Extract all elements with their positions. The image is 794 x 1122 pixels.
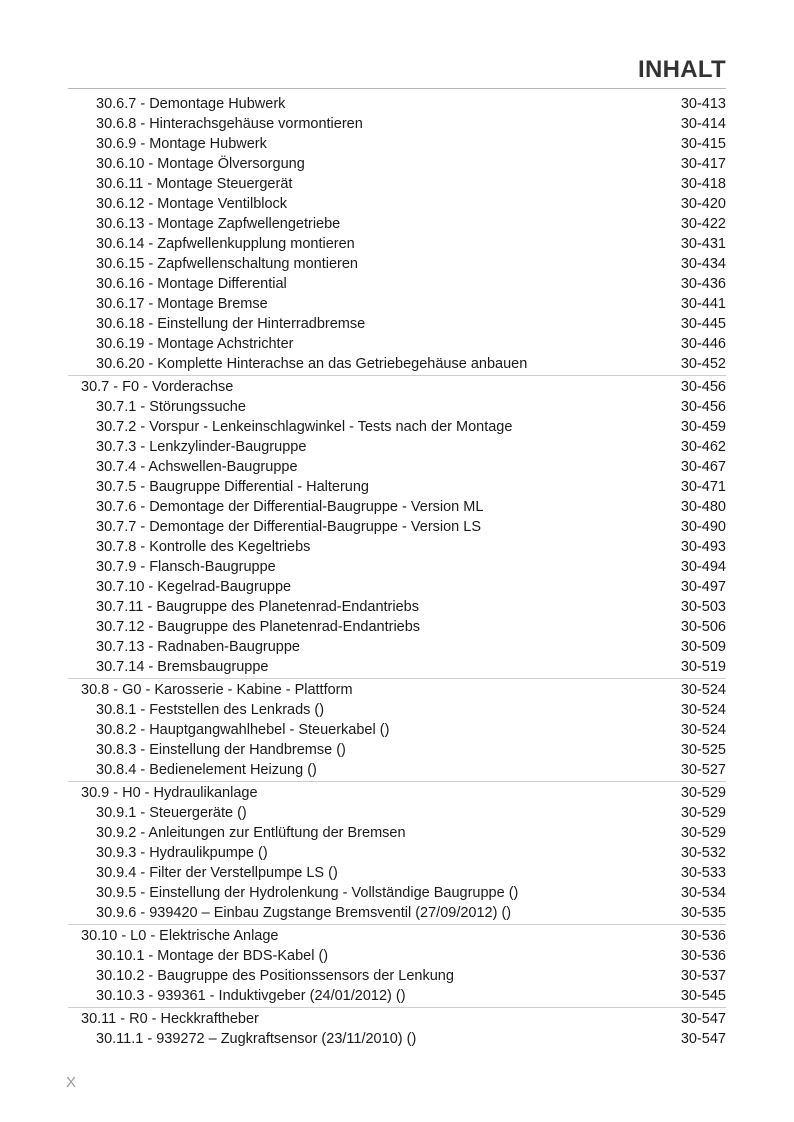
toc-page-number: 30-534 [680,885,726,901]
toc-entry-row[interactable] [0,457,794,477]
toc-section-row[interactable] [0,783,794,803]
toc-section-row[interactable] [0,680,794,700]
toc-page-number: 30-503 [680,599,726,615]
toc-entry-row[interactable] [0,114,794,134]
toc-page-number: 30-529 [680,785,726,801]
toc-page-number: 30-452 [680,356,726,372]
toc-page-number: 30-436 [680,276,726,292]
toc-page-number: 30-532 [680,845,726,861]
toc-entry-label: 30.7.11 - Baugruppe des Planetenrad-Endantriebs [96,599,419,615]
toc-entry-label: 30.7.10 - Kegelrad-Baugruppe [96,579,292,595]
toc-entry-label: 30.7.13 - Radnaben-Baugruppe [96,639,300,655]
toc-entry-row[interactable] [0,214,794,234]
toc-entry-label: 30.6.7 - Demontage Hubwerk [96,96,286,112]
toc-entry-label: 30.6.18 - Einstellung der Hinterradbremse [96,316,366,332]
toc-entry-row[interactable] [0,274,794,294]
toc-page-number: 30-445 [680,316,726,332]
toc-page-number: 30-471 [680,479,726,495]
table-of-contents [0,94,794,1049]
toc-entry-row[interactable] [0,477,794,497]
toc-entry-label: 30.6.12 - Montage Ventilblock [96,196,288,212]
toc-entry-label: 30.6.19 - Montage Achstrichter [96,336,294,352]
toc-entry-label: 30.9.5 - Einstellung der Hydrolenkung - Vollständige Baugruppe () [96,885,519,901]
toc-entry-label: 30.6.13 - Montage Zapfwellengetriebe [96,216,341,232]
toc-entry-label: 30.10 - L0 - Elektrische Anlage [81,928,279,944]
toc-entry-label: 30.7.5 - Baugruppe Differential - Halterung [96,479,369,495]
toc-page-number: 30-524 [680,722,726,738]
toc-page-number: 30-536 [680,928,726,944]
toc-entry-row[interactable] [0,154,794,174]
toc-page-number: 30-533 [680,865,726,881]
toc-entry-label: 30.7.4 - Achswellen-Baugruppe [96,459,298,475]
toc-entry-label: 30.6.17 - Montage Bremse [96,296,268,312]
toc-entry-row[interactable] [0,517,794,537]
toc-page-number: 30-490 [680,519,726,535]
toc-entry-label: 30.7.1 - Störungssuche [96,399,246,415]
toc-entry-row[interactable] [0,760,794,780]
toc-entry-row[interactable] [0,823,794,843]
toc-entry-row[interactable] [0,537,794,557]
toc-entry-row[interactable] [0,254,794,274]
toc-page-number: 30-524 [680,682,726,698]
toc-entry-row[interactable] [0,597,794,617]
toc-entry-row[interactable] [0,417,794,437]
toc-entry-label: 30.7.8 - Kontrolle des Kegeltriebs [96,539,311,555]
toc-entry-label: 30.9.2 - Anleitungen zur Entlüftung der Bremsen [96,825,406,841]
page-title: INHALT [637,56,726,83]
toc-entry-row[interactable] [0,720,794,740]
toc-page-number: 30-547 [680,1011,726,1027]
toc-entry-row[interactable] [0,354,794,374]
toc-page-number: 30-506 [680,619,726,635]
toc-entry-row[interactable] [0,946,794,966]
toc-entry-row[interactable] [0,637,794,657]
toc-page-number: 30-467 [680,459,726,475]
toc-entry-row[interactable] [0,657,794,677]
toc-entry-label: 30.7.12 - Baugruppe des Planetenrad-Endantriebs [96,619,421,635]
toc-entry-label: 30.8.4 - Bedienelement Heizung () [96,762,317,778]
toc-page-number: 30-547 [680,1031,726,1047]
toc-entry-row[interactable] [0,577,794,597]
toc-entry-row[interactable] [0,94,794,114]
toc-entry-label: 30.6.16 - Montage Differential [96,276,287,292]
toc-entry-label: 30.9 - H0 - Hydraulikanlage [81,785,258,801]
toc-entry-label: 30.6.10 - Montage Ölversorgung [96,156,305,172]
toc-entry-label: 30.9.1 - Steuergeräte () [96,805,247,821]
toc-entry-label: 30.7 - F0 - Vorderachse [81,379,234,395]
toc-entry-row[interactable] [0,617,794,637]
toc-page-number: 30-537 [680,968,726,984]
toc-entry-label: 30.6.20 - Komplette Hinterachse an das Getriebegehäuse anbauen [96,356,528,372]
toc-page-number: 30-529 [680,805,726,821]
toc-entry-row[interactable] [0,700,794,720]
toc-entry-row[interactable] [0,843,794,863]
toc-entry-label: 30.6.15 - Zapfwellenschaltung montieren [96,256,358,272]
toc-entry-label: 30.10.1 - Montage der BDS-Kabel () [96,948,329,964]
toc-entry-row[interactable] [0,966,794,986]
toc-entry-row[interactable] [0,397,794,417]
toc-entry-label: 30.7.6 - Demontage der Differential-Baugruppe - Version ML [96,499,484,515]
toc-entry-label: 30.9.6 - 939420 – Einbau Zugstange Bremsventil (27/09/2012) () [96,905,512,921]
toc-entry-row[interactable] [0,863,794,883]
toc-page-number: 30-434 [680,256,726,272]
toc-entry-row[interactable] [0,334,794,354]
toc-entry-label: 30.7.9 - Flansch-Baugruppe [96,559,276,575]
toc-entry-row[interactable] [0,740,794,760]
toc-page-number: 30-420 [680,196,726,212]
toc-page-number: 30-524 [680,702,726,718]
toc-entry-row[interactable] [0,557,794,577]
toc-page-number: 30-441 [680,296,726,312]
toc-page-number: 30-414 [680,116,726,132]
toc-entry-label: 30.11.1 - 939272 – Zugkraftsensor (23/11/2010) () [96,1031,417,1047]
toc-page-number: 30-497 [680,579,726,595]
toc-entry-label: 30.11 - R0 - Heckkraftheber [81,1011,259,1027]
toc-page-number: 30-494 [680,559,726,575]
toc-entry-row[interactable] [0,134,794,154]
toc-entry-row[interactable] [0,174,794,194]
toc-entry-label: 30.6.8 - Hinterachsgehäuse vormontieren [96,116,363,132]
toc-page-number: 30-422 [680,216,726,232]
toc-entry-row[interactable] [0,1029,794,1049]
toc-page-number: 30-462 [680,439,726,455]
toc-entry-label: 30.7.14 - Bremsbaugruppe [96,659,269,675]
toc-entry-label: 30.7.7 - Demontage der Differential-Baugruppe - Version LS [96,519,482,535]
toc-page-number: 30-413 [680,96,726,112]
toc-entry-label: 30.10.2 - Baugruppe des Positionssensors der Lenkung [96,968,454,984]
toc-entry-label: 30.6.11 - Montage Steuergerät [96,176,293,192]
toc-entry-label: 30.9.4 - Filter der Verstellpumpe LS () [96,865,338,881]
toc-section-row[interactable] [0,1009,794,1029]
toc-page-number: 30-415 [680,136,726,152]
toc-entry-label: 30.7.2 - Vorspur - Lenkeinschlagwinkel - Tests nach der Montage [96,419,513,435]
toc-page-number: 30-459 [680,419,726,435]
toc-entry-label: 30.7.3 - Lenkzylinder-Baugruppe [96,439,307,455]
toc-entry-label: 30.8 - G0 - Karosserie - Kabine - Plattform [81,682,353,698]
toc-page-number: 30-431 [680,236,726,252]
toc-entry-label: 30.8.2 - Hauptgangwahlhebel - Steuerkabel () [96,722,390,738]
toc-page-number: 30-536 [680,948,726,964]
toc-entry-row[interactable] [0,437,794,457]
toc-page-number: 30-480 [680,499,726,515]
toc-entry-row[interactable] [0,883,794,903]
toc-entry-row[interactable] [0,803,794,823]
toc-page-number: 30-535 [680,905,726,921]
toc-section-row[interactable] [0,926,794,946]
toc-page-number: 30-527 [680,762,726,778]
toc-entry-row[interactable] [0,294,794,314]
toc-page-number: 30-456 [680,379,726,395]
toc-entry-label: 30.8.1 - Feststellen des Lenkrads () [96,702,325,718]
toc-entry-row[interactable] [0,986,794,1006]
toc-entry-label: 30.6.9 - Montage Hubwerk [96,136,267,152]
toc-entry-row[interactable] [0,234,794,254]
toc-entry-label: 30.8.3 - Einstellung der Handbremse () [96,742,346,758]
toc-page-number: 30-519 [680,659,726,675]
title-divider [68,88,726,89]
toc-page-number: 30-446 [680,336,726,352]
toc-page-number: 30-418 [680,176,726,192]
toc-page-number: 30-493 [680,539,726,555]
toc-entry-label: 30.6.14 - Zapfwellenkupplung montieren [96,236,355,252]
toc-entry-row[interactable] [0,903,794,923]
toc-entry-label: 30.10.3 - 939361 - Induktivgeber (24/01/2012) () [96,988,406,1004]
toc-page-number: 30-545 [680,988,726,1004]
toc-page-number: 30-509 [680,639,726,655]
toc-entry-row[interactable] [0,497,794,517]
toc-entry-row[interactable] [0,194,794,214]
toc-entry-row[interactable] [0,314,794,334]
toc-page-number: 30-529 [680,825,726,841]
toc-section-row[interactable] [0,377,794,397]
footer-page-mark: X [66,1074,77,1091]
toc-page-number: 30-525 [680,742,726,758]
toc-entry-label: 30.9.3 - Hydraulikpumpe () [96,845,268,861]
toc-page-number: 30-456 [680,399,726,415]
toc-page-number: 30-417 [680,156,726,172]
